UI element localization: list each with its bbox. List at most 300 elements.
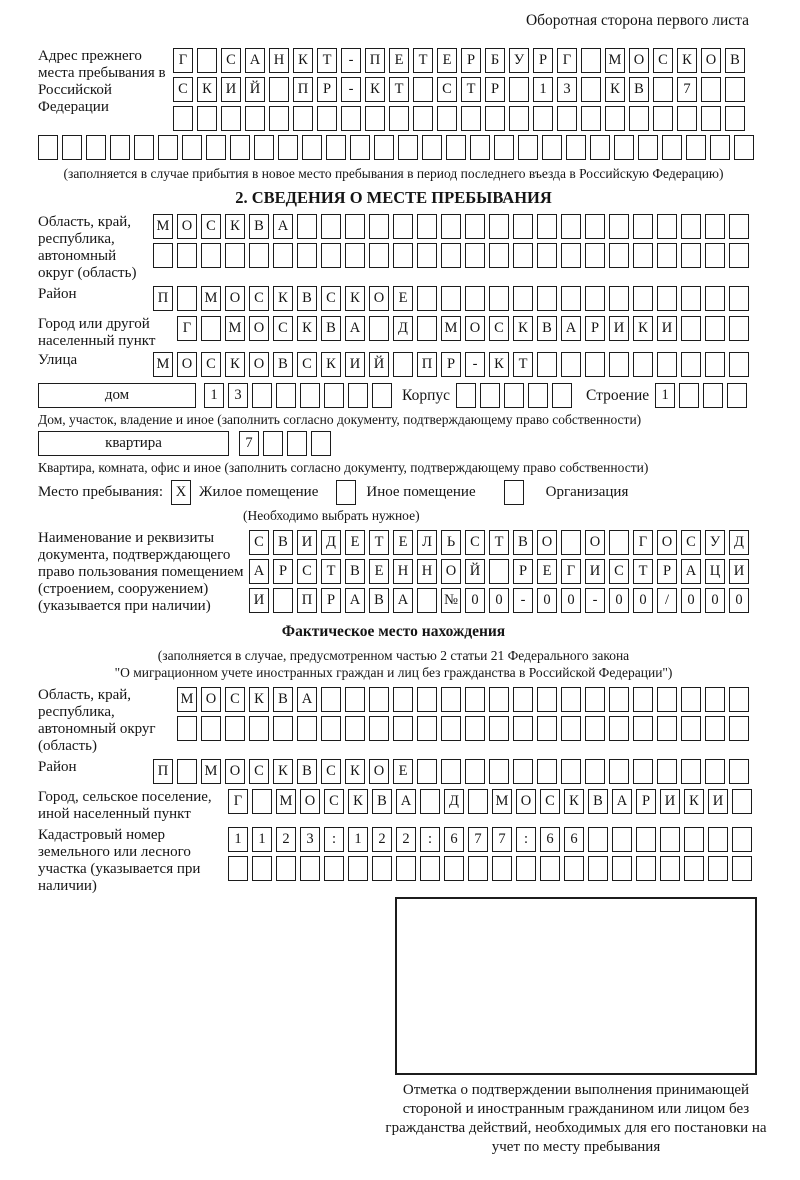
- char-cell[interactable]: С: [297, 352, 317, 377]
- char-cell[interactable]: 7: [677, 77, 697, 102]
- char-cell[interactable]: С: [437, 77, 457, 102]
- char-cell[interactable]: [489, 243, 509, 268]
- char-cell[interactable]: [638, 135, 658, 160]
- char-cell[interactable]: [564, 856, 584, 881]
- char-cell[interactable]: О: [516, 789, 536, 814]
- char-cell[interactable]: П: [293, 77, 313, 102]
- char-cell[interactable]: О: [249, 352, 269, 377]
- char-cell[interactable]: [581, 48, 601, 73]
- char-cell[interactable]: [679, 383, 699, 408]
- char-cell[interactable]: И: [729, 559, 749, 584]
- char-cell[interactable]: Д: [444, 789, 464, 814]
- char-cell[interactable]: [249, 716, 269, 741]
- char-cell[interactable]: К: [605, 77, 625, 102]
- char-cell[interactable]: 6: [540, 827, 560, 852]
- char-cell[interactable]: [629, 106, 649, 131]
- char-cell[interactable]: К: [293, 48, 313, 73]
- char-cell[interactable]: [504, 383, 524, 408]
- char-cell[interactable]: 0: [633, 588, 653, 613]
- char-cell[interactable]: [561, 352, 581, 377]
- char-cell[interactable]: [470, 135, 490, 160]
- char-cell[interactable]: [444, 856, 464, 881]
- char-cell[interactable]: Т: [317, 48, 337, 73]
- char-cell[interactable]: Ь: [441, 530, 461, 555]
- char-cell[interactable]: [657, 716, 677, 741]
- char-cell[interactable]: [278, 135, 298, 160]
- char-cell[interactable]: -: [341, 48, 361, 73]
- char-cell[interactable]: [732, 827, 752, 852]
- char-cell[interactable]: [393, 716, 413, 741]
- char-cell[interactable]: [38, 135, 58, 160]
- char-cell[interactable]: С: [201, 352, 221, 377]
- char-cell[interactable]: [533, 106, 553, 131]
- char-cell[interactable]: В: [249, 214, 269, 239]
- char-cell[interactable]: [372, 383, 392, 408]
- char-cell[interactable]: [230, 135, 250, 160]
- char-cell[interactable]: Ц: [705, 559, 725, 584]
- char-cell[interactable]: П: [297, 588, 317, 613]
- char-cell[interactable]: [729, 286, 749, 311]
- char-cell[interactable]: [345, 716, 365, 741]
- char-cell[interactable]: [173, 106, 193, 131]
- char-cell[interactable]: О: [465, 316, 485, 341]
- char-cell[interactable]: К: [348, 789, 368, 814]
- char-cell[interactable]: С: [249, 530, 269, 555]
- char-cell[interactable]: [612, 827, 632, 852]
- char-cell[interactable]: [182, 135, 202, 160]
- char-cell[interactable]: С: [297, 559, 317, 584]
- char-cell[interactable]: А: [681, 559, 701, 584]
- char-cell[interactable]: [581, 106, 601, 131]
- char-cell[interactable]: М: [153, 352, 173, 377]
- char-cell[interactable]: [441, 687, 461, 712]
- char-cell[interactable]: [417, 243, 437, 268]
- char-cell[interactable]: [727, 383, 747, 408]
- char-cell[interactable]: [302, 135, 322, 160]
- char-cell[interactable]: П: [153, 759, 173, 784]
- char-cell[interactable]: К: [297, 316, 317, 341]
- char-cell[interactable]: :: [516, 827, 536, 852]
- char-cell[interactable]: О: [537, 530, 557, 555]
- char-cell[interactable]: [540, 856, 560, 881]
- char-cell[interactable]: №: [441, 588, 461, 613]
- house-type-box[interactable]: [38, 383, 196, 408]
- char-cell[interactable]: [561, 243, 581, 268]
- char-cell[interactable]: [369, 716, 389, 741]
- char-cell[interactable]: Н: [417, 559, 437, 584]
- char-cell[interactable]: [561, 687, 581, 712]
- char-cell[interactable]: П: [153, 286, 173, 311]
- char-cell[interactable]: [249, 243, 269, 268]
- char-cell[interactable]: Е: [437, 48, 457, 73]
- char-cell[interactable]: [197, 106, 217, 131]
- char-cell[interactable]: Н: [269, 48, 289, 73]
- char-cell[interactable]: А: [245, 48, 265, 73]
- char-cell[interactable]: Р: [321, 588, 341, 613]
- char-cell[interactable]: С: [540, 789, 560, 814]
- char-cell[interactable]: К: [677, 48, 697, 73]
- char-cell[interactable]: 1: [533, 77, 553, 102]
- char-cell[interactable]: [561, 286, 581, 311]
- char-cell[interactable]: В: [369, 588, 389, 613]
- char-cell[interactable]: С: [321, 286, 341, 311]
- char-cell[interactable]: [485, 106, 505, 131]
- char-cell[interactable]: А: [273, 214, 293, 239]
- char-cell[interactable]: [177, 286, 197, 311]
- char-cell[interactable]: X: [171, 480, 191, 505]
- char-cell[interactable]: [705, 759, 725, 784]
- char-cell[interactable]: [417, 214, 437, 239]
- char-cell[interactable]: С: [221, 48, 241, 73]
- char-cell[interactable]: [537, 243, 557, 268]
- char-cell[interactable]: [62, 135, 82, 160]
- char-cell[interactable]: [633, 214, 653, 239]
- char-cell[interactable]: О: [300, 789, 320, 814]
- char-cell[interactable]: [489, 687, 509, 712]
- char-cell[interactable]: [705, 716, 725, 741]
- char-cell[interactable]: [393, 352, 413, 377]
- char-cell[interactable]: И: [609, 316, 629, 341]
- char-cell[interactable]: К: [197, 77, 217, 102]
- char-cell[interactable]: О: [177, 214, 197, 239]
- char-cell[interactable]: [660, 827, 680, 852]
- char-cell[interactable]: [708, 827, 728, 852]
- char-cell[interactable]: [465, 687, 485, 712]
- char-cell[interactable]: С: [653, 48, 673, 73]
- char-cell[interactable]: С: [273, 316, 293, 341]
- char-cell[interactable]: [684, 856, 704, 881]
- char-cell[interactable]: О: [225, 759, 245, 784]
- char-cell[interactable]: 0: [537, 588, 557, 613]
- char-cell[interactable]: [465, 716, 485, 741]
- char-cell[interactable]: Е: [393, 530, 413, 555]
- char-cell[interactable]: [206, 135, 226, 160]
- char-cell[interactable]: [273, 716, 293, 741]
- char-cell[interactable]: [374, 135, 394, 160]
- char-cell[interactable]: С: [249, 759, 269, 784]
- char-cell[interactable]: Т: [489, 530, 509, 555]
- char-cell[interactable]: [513, 716, 533, 741]
- char-cell[interactable]: [660, 856, 680, 881]
- char-cell[interactable]: [369, 214, 389, 239]
- char-cell[interactable]: [581, 77, 601, 102]
- char-cell[interactable]: [705, 687, 725, 712]
- char-cell[interactable]: [336, 480, 356, 505]
- char-cell[interactable]: [705, 286, 725, 311]
- char-cell[interactable]: Т: [369, 530, 389, 555]
- char-cell[interactable]: [588, 827, 608, 852]
- char-cell[interactable]: [686, 135, 706, 160]
- char-cell[interactable]: В: [273, 530, 293, 555]
- char-cell[interactable]: [300, 856, 320, 881]
- char-cell[interactable]: [465, 214, 485, 239]
- char-cell[interactable]: К: [225, 352, 245, 377]
- char-cell[interactable]: К: [225, 214, 245, 239]
- char-cell[interactable]: [324, 856, 344, 881]
- char-cell[interactable]: [420, 789, 440, 814]
- char-cell[interactable]: [657, 352, 677, 377]
- char-cell[interactable]: [681, 243, 701, 268]
- char-cell[interactable]: [585, 352, 605, 377]
- char-cell[interactable]: В: [273, 687, 293, 712]
- char-cell[interactable]: С: [324, 789, 344, 814]
- char-cell[interactable]: [677, 106, 697, 131]
- char-cell[interactable]: 0: [489, 588, 509, 613]
- char-cell[interactable]: В: [629, 77, 649, 102]
- char-cell[interactable]: [609, 530, 629, 555]
- char-cell[interactable]: [732, 789, 752, 814]
- char-cell[interactable]: [609, 687, 629, 712]
- char-cell[interactable]: П: [365, 48, 385, 73]
- char-cell[interactable]: О: [585, 530, 605, 555]
- char-cell[interactable]: [489, 716, 509, 741]
- char-cell[interactable]: [509, 77, 529, 102]
- char-cell[interactable]: [420, 856, 440, 881]
- char-cell[interactable]: [297, 716, 317, 741]
- char-cell[interactable]: 7: [239, 431, 259, 456]
- char-cell[interactable]: [612, 856, 632, 881]
- char-cell[interactable]: [492, 856, 512, 881]
- char-cell[interactable]: [585, 716, 605, 741]
- char-cell[interactable]: -: [513, 588, 533, 613]
- char-cell[interactable]: Е: [393, 286, 413, 311]
- char-cell[interactable]: :: [420, 827, 440, 852]
- char-cell[interactable]: Р: [636, 789, 656, 814]
- char-cell[interactable]: [681, 286, 701, 311]
- char-cell[interactable]: [585, 286, 605, 311]
- char-cell[interactable]: [293, 106, 313, 131]
- char-cell[interactable]: [489, 214, 509, 239]
- char-cell[interactable]: -: [585, 588, 605, 613]
- char-cell[interactable]: У: [705, 530, 725, 555]
- char-cell[interactable]: [561, 716, 581, 741]
- char-cell[interactable]: [273, 243, 293, 268]
- char-cell[interactable]: [701, 106, 721, 131]
- char-cell[interactable]: А: [345, 588, 365, 613]
- char-cell[interactable]: А: [297, 687, 317, 712]
- apartment-type-box[interactable]: [38, 431, 229, 456]
- char-cell[interactable]: 7: [468, 827, 488, 852]
- char-cell[interactable]: [177, 243, 197, 268]
- char-cell[interactable]: [441, 286, 461, 311]
- char-cell[interactable]: [468, 789, 488, 814]
- char-cell[interactable]: [317, 106, 337, 131]
- char-cell[interactable]: [725, 106, 745, 131]
- char-cell[interactable]: [465, 759, 485, 784]
- char-cell[interactable]: [585, 759, 605, 784]
- char-cell[interactable]: 1: [204, 383, 224, 408]
- char-cell[interactable]: [269, 106, 289, 131]
- char-cell[interactable]: 1: [655, 383, 675, 408]
- char-cell[interactable]: Р: [441, 352, 461, 377]
- char-cell[interactable]: С: [609, 559, 629, 584]
- char-cell[interactable]: [461, 106, 481, 131]
- char-cell[interactable]: Р: [657, 559, 677, 584]
- char-cell[interactable]: Р: [461, 48, 481, 73]
- char-cell[interactable]: [326, 135, 346, 160]
- char-cell[interactable]: [441, 716, 461, 741]
- char-cell[interactable]: [614, 135, 634, 160]
- char-cell[interactable]: И: [708, 789, 728, 814]
- char-cell[interactable]: 6: [444, 827, 464, 852]
- char-cell[interactable]: [705, 316, 725, 341]
- char-cell[interactable]: [633, 687, 653, 712]
- char-cell[interactable]: [729, 687, 749, 712]
- char-cell[interactable]: [609, 214, 629, 239]
- char-cell[interactable]: Б: [485, 48, 505, 73]
- char-cell[interactable]: [513, 214, 533, 239]
- char-cell[interactable]: [228, 856, 248, 881]
- char-cell[interactable]: [537, 716, 557, 741]
- char-cell[interactable]: [372, 856, 392, 881]
- char-cell[interactable]: О: [657, 530, 677, 555]
- char-cell[interactable]: 2: [372, 827, 392, 852]
- char-cell[interactable]: [537, 286, 557, 311]
- char-cell[interactable]: [417, 759, 437, 784]
- char-cell[interactable]: К: [513, 316, 533, 341]
- stay-type-checkbox-other[interactable]: [336, 480, 356, 505]
- char-cell[interactable]: О: [629, 48, 649, 73]
- char-cell[interactable]: К: [273, 286, 293, 311]
- char-cell[interactable]: Т: [633, 559, 653, 584]
- char-cell[interactable]: У: [509, 48, 529, 73]
- char-cell[interactable]: [341, 106, 361, 131]
- char-cell[interactable]: 3: [228, 383, 248, 408]
- char-cell[interactable]: К: [273, 759, 293, 784]
- char-cell[interactable]: [633, 759, 653, 784]
- char-cell[interactable]: [585, 687, 605, 712]
- char-cell[interactable]: [263, 431, 283, 456]
- char-cell[interactable]: С: [321, 759, 341, 784]
- char-cell[interactable]: [537, 759, 557, 784]
- char-cell[interactable]: Г: [561, 559, 581, 584]
- char-cell[interactable]: И: [249, 588, 269, 613]
- char-cell[interactable]: -: [341, 77, 361, 102]
- char-cell[interactable]: С: [201, 214, 221, 239]
- char-cell[interactable]: 0: [465, 588, 485, 613]
- char-cell[interactable]: Р: [485, 77, 505, 102]
- char-cell[interactable]: [393, 214, 413, 239]
- char-cell[interactable]: [321, 214, 341, 239]
- char-cell[interactable]: Р: [533, 48, 553, 73]
- char-cell[interactable]: И: [660, 789, 680, 814]
- char-cell[interactable]: [311, 431, 331, 456]
- char-cell[interactable]: [225, 716, 245, 741]
- char-cell[interactable]: [729, 716, 749, 741]
- char-cell[interactable]: [273, 588, 293, 613]
- char-cell[interactable]: [557, 106, 577, 131]
- char-cell[interactable]: [729, 214, 749, 239]
- char-cell[interactable]: [636, 856, 656, 881]
- char-cell[interactable]: [269, 77, 289, 102]
- char-cell[interactable]: И: [221, 77, 241, 102]
- char-cell[interactable]: 3: [557, 77, 577, 102]
- char-cell[interactable]: [662, 135, 682, 160]
- char-cell[interactable]: /: [657, 588, 677, 613]
- char-cell[interactable]: [345, 687, 365, 712]
- char-cell[interactable]: [684, 827, 704, 852]
- char-cell[interactable]: А: [396, 789, 416, 814]
- char-cell[interactable]: [417, 286, 437, 311]
- char-cell[interactable]: К: [633, 316, 653, 341]
- char-cell[interactable]: [252, 856, 272, 881]
- char-cell[interactable]: [681, 687, 701, 712]
- char-cell[interactable]: К: [684, 789, 704, 814]
- char-cell[interactable]: Т: [321, 559, 341, 584]
- char-cell[interactable]: [633, 352, 653, 377]
- char-cell[interactable]: [609, 759, 629, 784]
- char-cell[interactable]: Е: [345, 530, 365, 555]
- char-cell[interactable]: [393, 687, 413, 712]
- char-cell[interactable]: [561, 759, 581, 784]
- char-cell[interactable]: [321, 687, 341, 712]
- char-cell[interactable]: С: [681, 530, 701, 555]
- char-cell[interactable]: [465, 286, 485, 311]
- char-cell[interactable]: [252, 383, 272, 408]
- char-cell[interactable]: [324, 383, 344, 408]
- char-cell[interactable]: [413, 77, 433, 102]
- char-cell[interactable]: [177, 716, 197, 741]
- char-cell[interactable]: [590, 135, 610, 160]
- char-cell[interactable]: [393, 243, 413, 268]
- char-cell[interactable]: С: [225, 687, 245, 712]
- stay-type-checkbox-organization[interactable]: [504, 480, 524, 505]
- char-cell[interactable]: :: [324, 827, 344, 852]
- char-cell[interactable]: К: [365, 77, 385, 102]
- char-cell[interactable]: 2: [276, 827, 296, 852]
- char-cell[interactable]: [609, 716, 629, 741]
- char-cell[interactable]: [417, 316, 437, 341]
- char-cell[interactable]: 0: [681, 588, 701, 613]
- char-cell[interactable]: В: [513, 530, 533, 555]
- char-cell[interactable]: В: [588, 789, 608, 814]
- char-cell[interactable]: [468, 856, 488, 881]
- char-cell[interactable]: К: [345, 759, 365, 784]
- char-cell[interactable]: [705, 352, 725, 377]
- char-cell[interactable]: [252, 789, 272, 814]
- char-cell[interactable]: Е: [393, 759, 413, 784]
- char-cell[interactable]: [197, 48, 217, 73]
- char-cell[interactable]: К: [345, 286, 365, 311]
- char-cell[interactable]: [446, 135, 466, 160]
- char-cell[interactable]: С: [249, 286, 269, 311]
- char-cell[interactable]: М: [605, 48, 625, 73]
- char-cell[interactable]: 1: [348, 827, 368, 852]
- char-cell[interactable]: К: [249, 687, 269, 712]
- char-cell[interactable]: [321, 243, 341, 268]
- char-cell[interactable]: [537, 687, 557, 712]
- char-cell[interactable]: [518, 135, 538, 160]
- char-cell[interactable]: В: [273, 352, 293, 377]
- char-cell[interactable]: Т: [513, 352, 533, 377]
- char-cell[interactable]: [417, 687, 437, 712]
- char-cell[interactable]: К: [489, 352, 509, 377]
- char-cell[interactable]: И: [585, 559, 605, 584]
- char-cell[interactable]: П: [417, 352, 437, 377]
- char-cell[interactable]: А: [345, 316, 365, 341]
- char-cell[interactable]: Й: [369, 352, 389, 377]
- char-cell[interactable]: Р: [317, 77, 337, 102]
- char-cell[interactable]: [657, 243, 677, 268]
- char-cell[interactable]: О: [441, 559, 461, 584]
- char-cell[interactable]: [489, 559, 509, 584]
- char-cell[interactable]: [633, 243, 653, 268]
- char-cell[interactable]: Т: [461, 77, 481, 102]
- char-cell[interactable]: [513, 243, 533, 268]
- char-cell[interactable]: [537, 214, 557, 239]
- char-cell[interactable]: В: [372, 789, 392, 814]
- char-cell[interactable]: В: [321, 316, 341, 341]
